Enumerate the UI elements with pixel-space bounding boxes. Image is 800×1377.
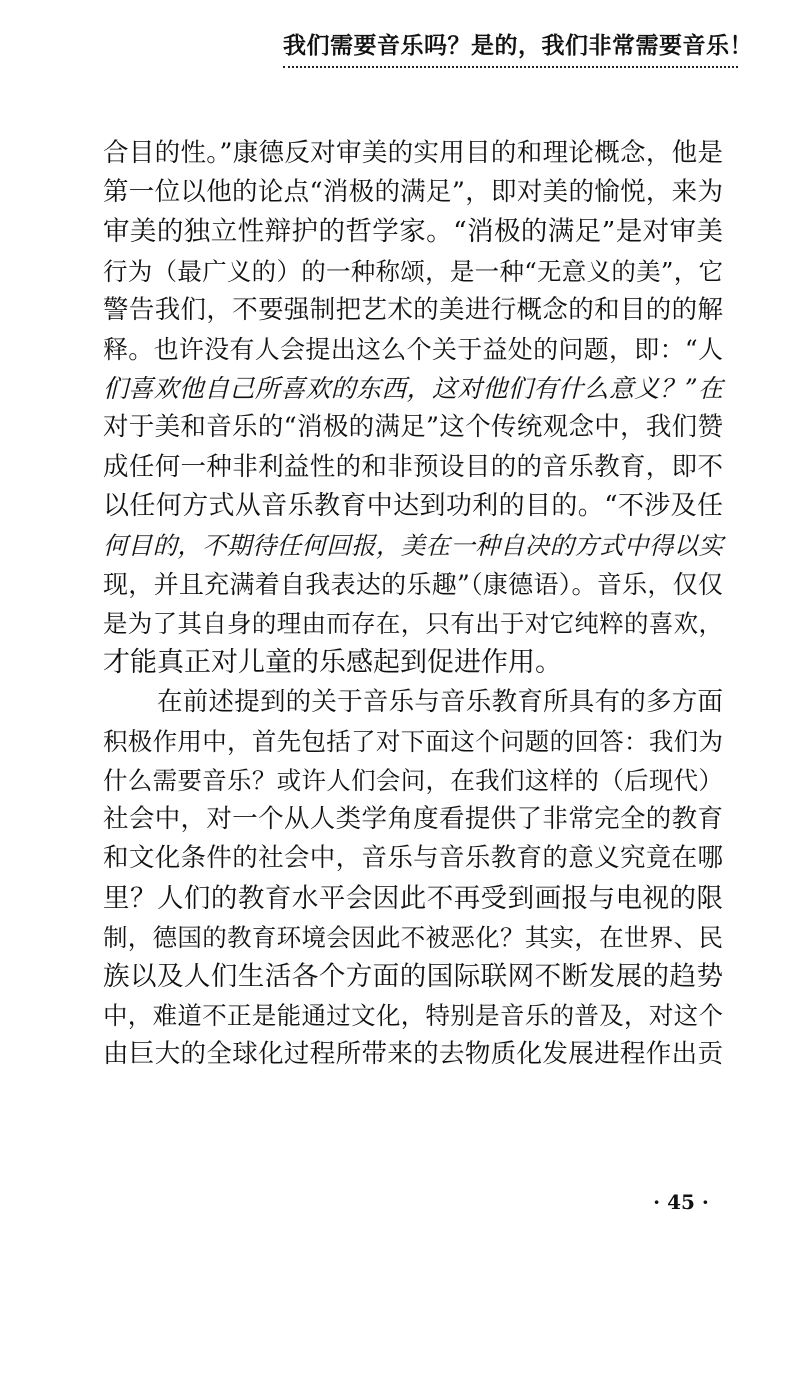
text-line: 第一位以他的论点“消极的满足”，即对美的愉悦，来为: [103, 177, 723, 208]
running-header: 我们需要音乐吗？是的，我们非常需要音乐！: [283, 33, 753, 59]
text-line: 在前述提到的关于音乐与音乐教育所具有的多方面: [157, 686, 723, 717]
text-line: 由巨大的全球化过程所带来的去物质化发展进程作出贡: [103, 1039, 723, 1070]
text-line: 对于美和音乐的“消极的满足”这个传统观念中，我们赞: [103, 412, 723, 443]
paragraph-2: [103, 683, 723, 1075]
text-line: 积极作用中，首先包括了对下面这个问题的回答：我们为: [103, 726, 723, 756]
text-line: 释。也许没有人会提出这么个关于益处的问题，即：“人: [103, 334, 723, 364]
paragraph-1: [103, 134, 723, 683]
text-line: 什么需要音乐？或许人们会问，在我们这样的（后现代）: [103, 766, 723, 795]
text-line: 和文化条件的社会中，音乐与音乐教育的意义究竟在哪: [103, 843, 723, 874]
text-line: 合目的性。”康德反对审美的实用目的和理论概念，他是: [103, 138, 723, 168]
text-line: 现，并且充满着自我表达的乐趣”（康德语）。音乐，仅仅: [103, 570, 723, 600]
text-line: 里？人们的教育水平会因此不再受到画报与电视的限: [103, 882, 723, 914]
text-line: 以任何方式从音乐教育中达到功利的目的。“不涉及任: [103, 490, 723, 521]
text-line: 警告我们，不要强制把艺术的美进行概念的和目的的解: [103, 294, 723, 325]
text-line: 制，德国的教育环境会因此不被恶化？其实，在世界、民: [103, 922, 723, 952]
text-line: 们喜欢他自己所喜欢的东西，这对他们有什么意义？”在: [103, 374, 723, 404]
text-line: 社会中，对一个从人类学角度看提供了非常完全的教育: [103, 804, 723, 835]
text-line: 行为（最广义的）的一种称颂，是一种“无意义的美”，它: [103, 256, 723, 286]
body-text: [103, 134, 723, 1075]
text-line: 审美的独立性辩护的哲学家。“消极的满足”是对审美: [103, 216, 723, 248]
text-line: 族以及人们生活各个方面的国际联网不断发展的趋势: [103, 960, 723, 992]
page-number: · 45 ·: [653, 1190, 709, 1214]
text-line: 才能真正对儿童的乐感起到促进作用。: [103, 647, 562, 679]
text-line: 何目的，不期待任何回报，美在一种自决的方式中得以实: [103, 530, 723, 560]
text-line: 成任何一种非利益性的和非预设目的的音乐教育，即不: [103, 451, 723, 482]
text-line: 是为了其自身的理由而存在，只有出于对它纯粹的喜欢，: [103, 609, 723, 639]
text-line: 中，难道不正是能通过文化，特别是音乐的普及，对这个: [103, 1001, 723, 1031]
header-dotted-rule: [283, 66, 738, 68]
